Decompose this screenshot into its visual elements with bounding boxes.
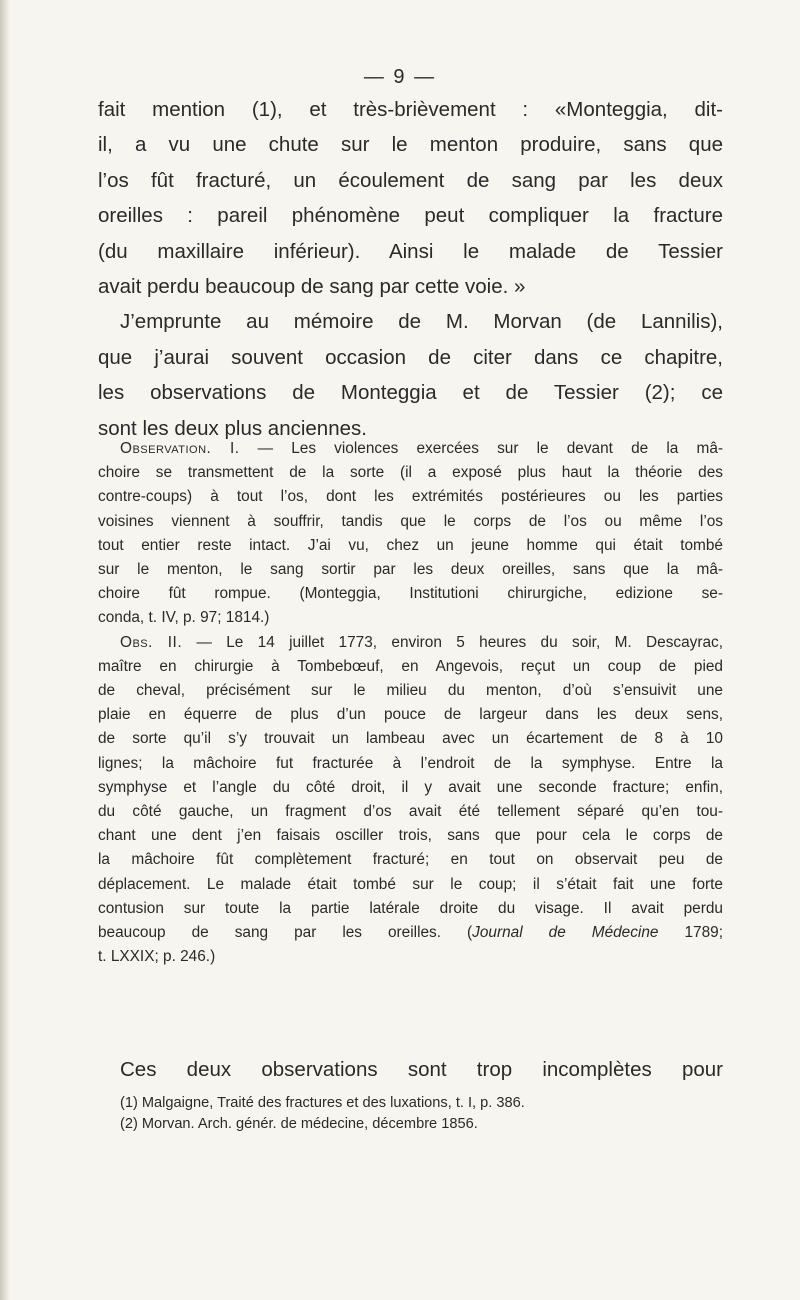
observation-1-text: — Les violences exercées sur le devant de la mâ- (239, 440, 724, 457)
footnote-2: (2) Morvan. Arch. génér. de médecine, décembre 1856. (120, 1116, 478, 1132)
observation-2-line: déplacement. Le malade était tombé sur le coup; il s’était fait une forte (98, 875, 723, 893)
journal-title: Journal de Médecine (472, 924, 659, 942)
page-spine-shadow (0, 0, 10, 1300)
observation-2-text: — Le 14 juillet 1773, environ 5 heures du soir, M. Descayrac, (182, 633, 724, 651)
observation-2-line: maître en chirurgie à Tombebœuf, en Angevois, reçut un coup de pied (98, 657, 723, 675)
journal-year: 1789; (658, 924, 723, 942)
lead-line: les observations de Monteggia et de Tessier (2); ce (98, 381, 723, 405)
observation-1-line: sur le menton, le sang sortir par les deux oreilles, sans que la mâ- (98, 561, 723, 579)
closing-line: Ces deux observations sont trop incomplètes pour (120, 1058, 723, 1081)
observation-1-line: choire fût rompue. (Monteggia, Institutioni chirurgiche, edizione se- (98, 585, 723, 603)
observation-2-line: contusion sur toute la partie latérale droite du visage. Il avait perdu (98, 899, 723, 917)
page-number: — 9 — (363, 66, 437, 88)
lead-line: fait mention (1), et très-brièvement : «Monteggia, dit- (98, 98, 723, 121)
lead-line: J’emprunte au mémoire de M. Morvan (de Lannilis), (120, 310, 723, 334)
observation-2-line: chant une dent j’en faisais osciller trois, sans que pour cela le corps de (98, 827, 723, 845)
observation-2-line: de sorte qu’il s’y trouvait un lambeau avec un écartement de 8 à 10 (98, 730, 723, 748)
observation-2-source-line (98, 921, 723, 945)
observation-1-line: tout entier reste intact. J’ai vu, chez un jeune homme qui était tombé (98, 536, 723, 554)
observation-2-line: du côté gauche, un fragment d’os avait été tellement séparé qu’en tou- (98, 803, 723, 821)
observation-2-last-line: t. LXXIX; p. 246.) (98, 948, 216, 966)
observation-2-line: de cheval, précisément sur le milieu du menton, d’où s’ensuivit une (98, 682, 723, 700)
observation-2-label: Obs. II. (120, 633, 183, 651)
footnote-1: (1) Malgaigne, Traité des fractures et des luxations, t. I, p. 386. (120, 1095, 525, 1111)
observation-2-first-line (98, 631, 723, 655)
observation-1-line: voisines viennent à souffrir, tandis que le corps de l’os ou même l’os (98, 512, 723, 530)
observation-2-line: lignes; la mâchoire fut fracturée à l’endroit de la symphyse. Entre la (98, 754, 723, 772)
closing-paragraph (98, 1055, 723, 1085)
lead-line: que j’aurai souvent occasion de citer dans ce chapitre, (98, 345, 723, 369)
lead-line: avait perdu beaucoup de sang par cette voie. » (98, 275, 526, 299)
observation-1-first-line (98, 437, 723, 461)
observation-1-line: conda, t. IV, p. 97; 1814.) (98, 609, 270, 627)
observation-2-line: symphyse et l’angle du côté droit, il y avait une seconde fracture; enfin, (98, 778, 723, 796)
observation-1-label: Observation. I. (120, 440, 240, 457)
observation-1-line: contre-coups) à tout l’os, dont les extrémités postérieures ou les parties (98, 488, 723, 506)
observation-2-line: plaie en équerre de plus d’un pouce de largeur dans les deux sens, (98, 706, 723, 724)
observation-2-line: la mâchoire fût complètement fracturé; en tout on observait peu de (98, 851, 723, 869)
lead-line: il, a vu une chute sur le menton produire, sans que (98, 133, 723, 157)
observation-1-line: choire se transmettent de la sorte (il a exposé plus haut la théorie des (98, 464, 723, 482)
lead-line: sont les deux plus anciennes. (98, 416, 367, 440)
observations-block (98, 437, 723, 969)
lead-line: oreilles : pareil phénomène peut compliquer la fracture (98, 204, 723, 228)
lead-line: (du maxillaire inférieur). Ainsi le malade de Tessier (98, 239, 723, 263)
lead-line: l’os fût fracturé, un écoulement de sang par les deux (98, 168, 723, 192)
footnotes (98, 1093, 723, 1135)
lead-paragraph (98, 92, 723, 446)
observation-2-line: beaucoup de sang par les oreilles. ( (98, 924, 473, 942)
